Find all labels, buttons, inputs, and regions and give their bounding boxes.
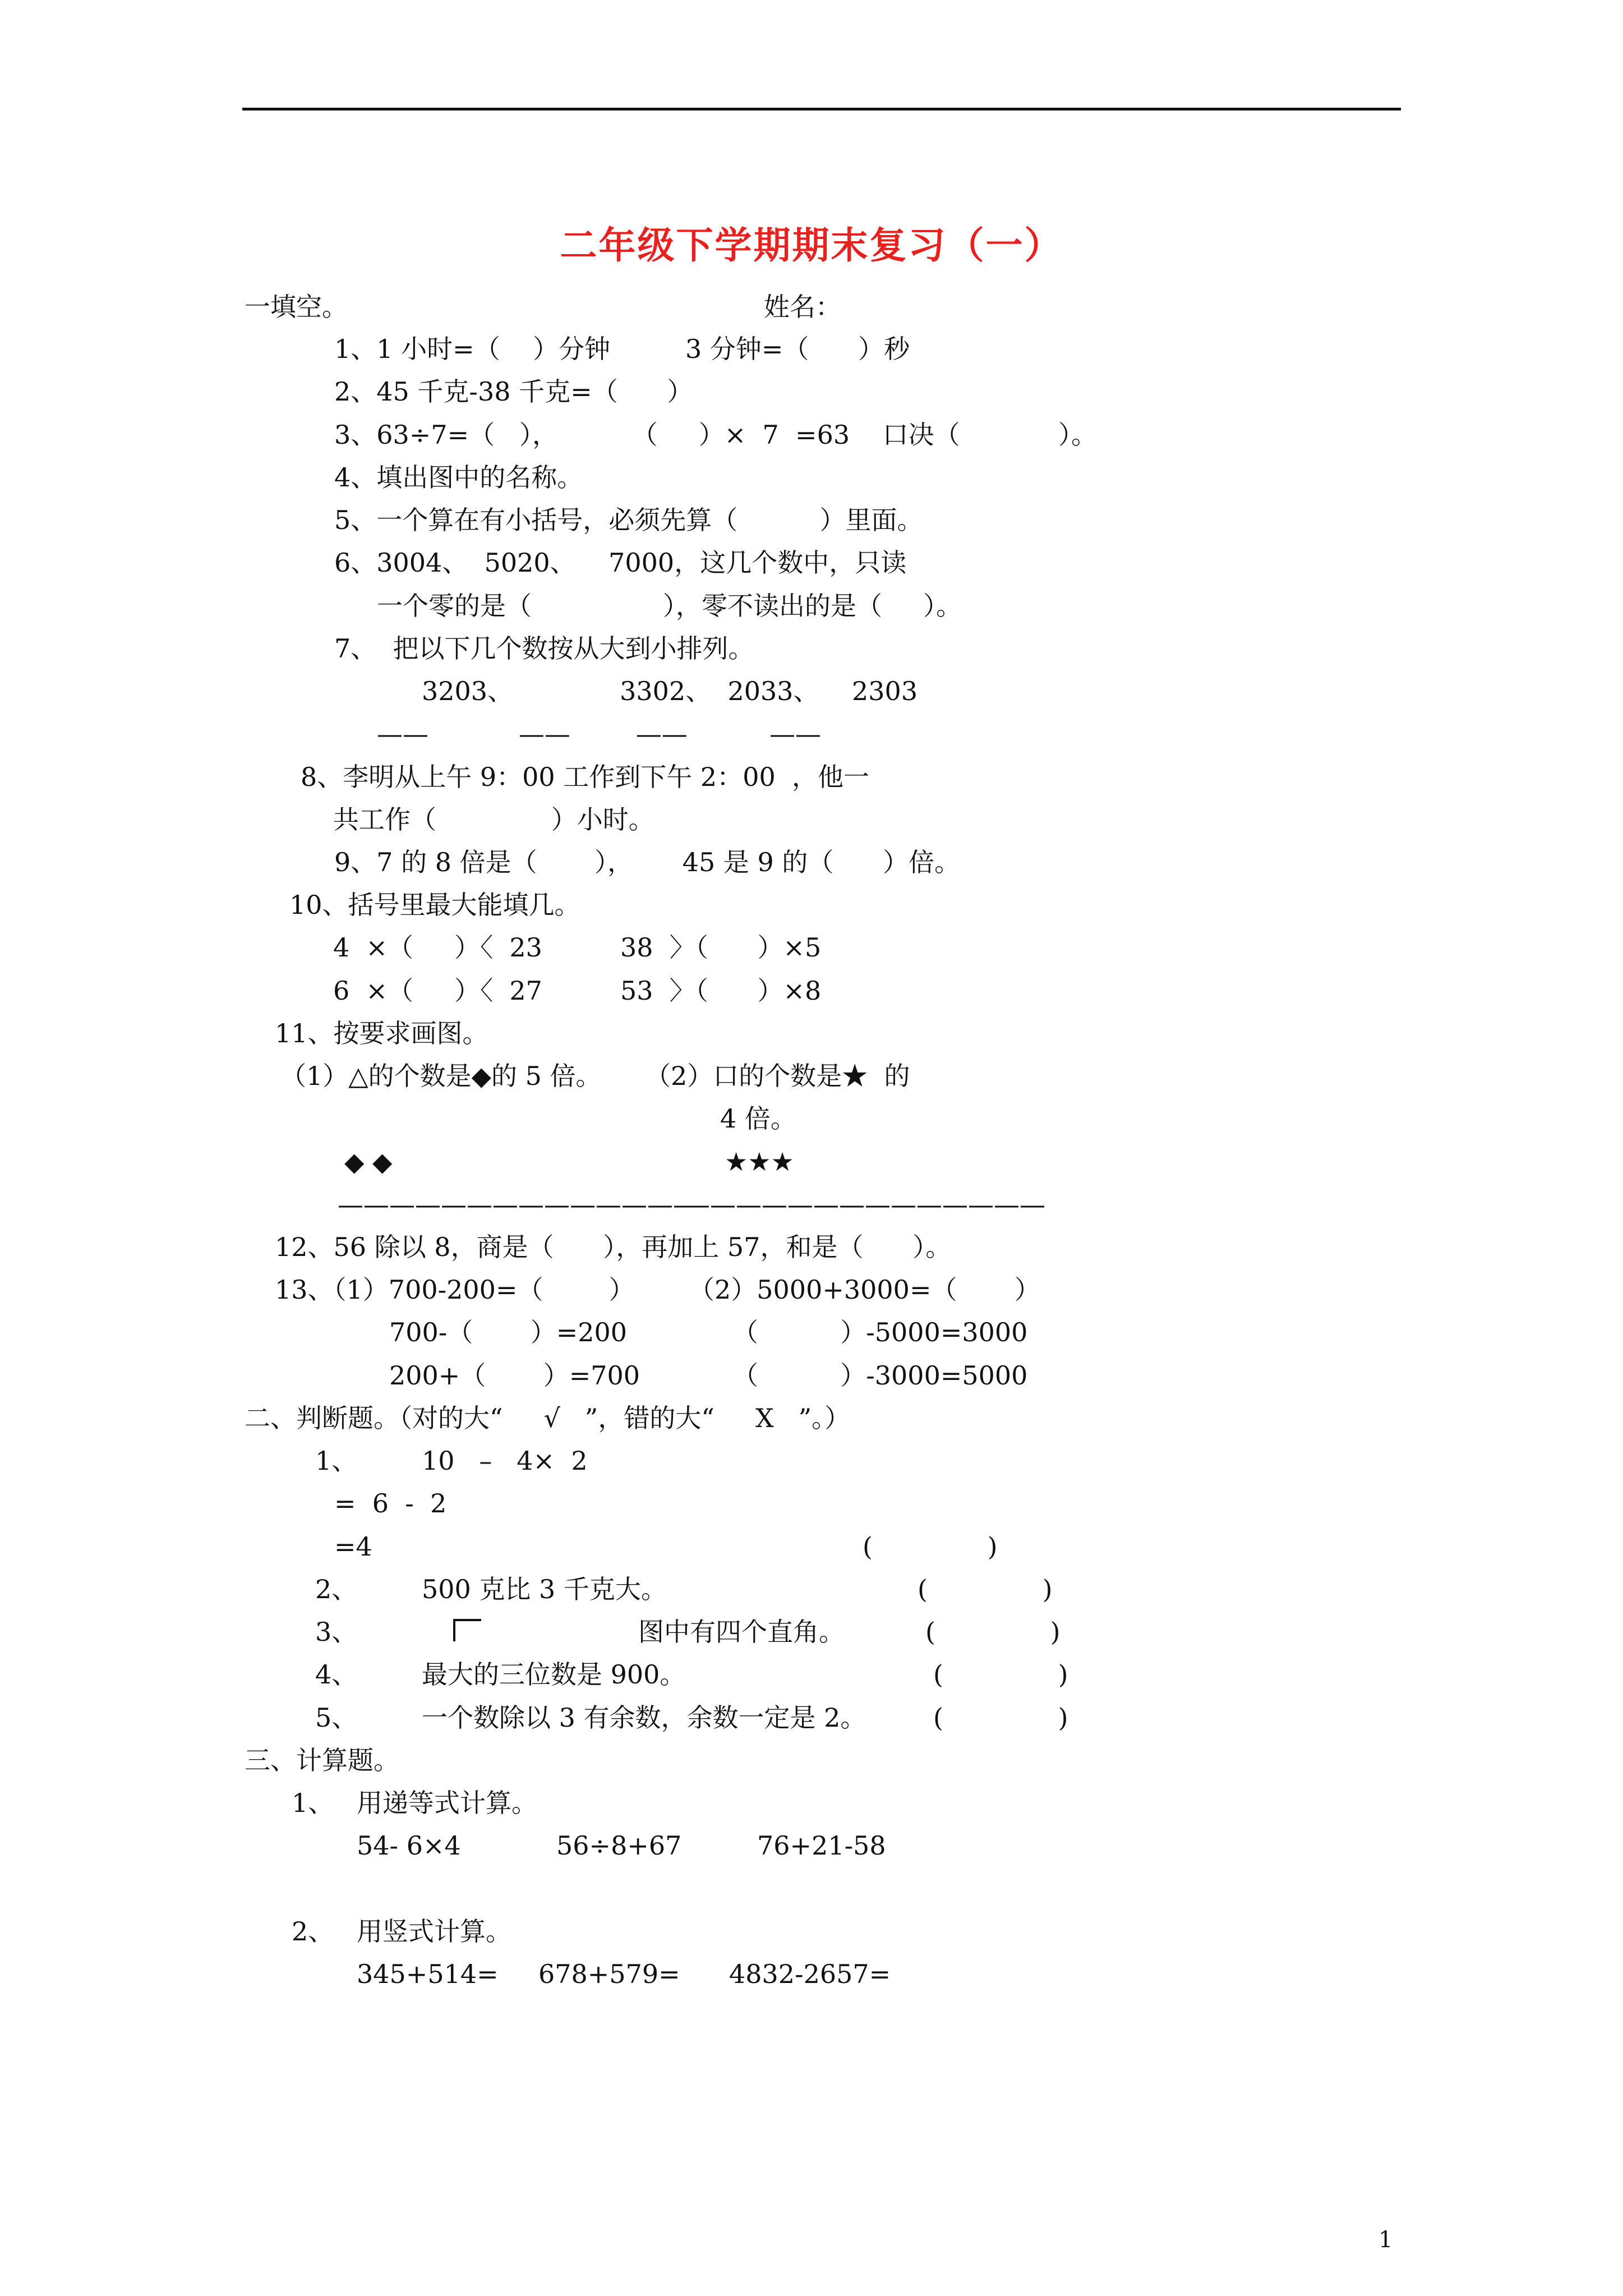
judge-4-text: 最大的三位数是 900。 [422,1659,686,1690]
question-6-line-2: 一个零的是（ ），零不读出的是（ ）。 [377,591,962,621]
calc-2-expression-c: 4832-2657= [729,1959,891,1989]
judge-2-number: 2、 [315,1574,358,1604]
question-7: 7、 把以下几个数按从大到小排列。 [334,633,754,664]
question-7-numbers: 3203、 3302、 2033、 2303 [422,676,918,706]
judge-4-number: 4、 [315,1659,358,1690]
question-10-row-2a: 6 ×（ ）〈 27 [333,976,542,1006]
question-11-part-2-cont: 4 倍。 [720,1103,796,1134]
calc-2-number: 2、 [292,1916,334,1947]
calc-1-expression-c: 76+21-58 [757,1830,886,1861]
page-number: 1 [1378,2227,1393,2253]
judge-3-answer: ( ) [925,1617,1061,1647]
calc-2-label: 用竖式计算。 [357,1916,511,1947]
question-10-row-1b: 38 〉（ ）×5 [620,932,822,963]
question-13-b3: （ ）-3000=5000 [732,1360,1028,1391]
question-10-row-1a: 4 ×（ ）〈 23 [333,932,542,963]
judge-4-answer: ( ) [933,1659,1068,1690]
question-8-line-1: 8、李明从上午 9：00 工作到下午 2：00 ，他一 [301,762,869,792]
judge-2-answer: ( ) [917,1574,1053,1604]
star-icons: ★★★ [725,1147,794,1177]
question-7-answer-blanks: —— —— —— —— [377,719,822,749]
calc-2-expression-b: 678+579= [538,1959,680,1989]
right-angle-figure [453,1619,481,1641]
calc-1-number: 1、 [292,1788,334,1818]
header-rule [242,108,1401,111]
question-12: 12、56 除以 8，商是（ ），再加上 57，和是（ ）。 [275,1232,952,1262]
name-label: 姓名： [764,292,841,322]
judge-1-answer: ( ) [863,1531,998,1562]
judge-5-text: 一个数除以 3 有余数，余数一定是 2。 [422,1703,866,1733]
question-6-line-1: 6、3004、 5020、 7000，这几个数中，只读 [334,547,907,578]
section-1-heading: 一填空。 [245,292,348,322]
question-1b: 3 分钟=（ ）秒 [685,334,910,364]
section-3-heading: 三、计算题。 [245,1745,399,1775]
calc-1-expression-b: 56÷8+67 [556,1830,682,1861]
judge-1-number: 1、 [315,1446,358,1476]
question-9: 9、7 的 8 倍是（ ）， 45 是 9 的（ ）倍。 [334,847,961,877]
question-5: 5、一个算在有小括号，必须先算（ ）里面。 [334,505,923,535]
question-4: 4、填出图中的名称。 [334,462,583,493]
judge-1-line-1: 10 – 4× 2 [422,1446,588,1476]
question-13-b1: （2）5000+3000=（ ） [689,1274,1040,1305]
document-title: 二年级下学期期末复习（一） [560,223,1063,267]
calc-1-expression-a: 54- 6×4 [357,1830,461,1861]
question-13-a2: 700-（ ）=200 [389,1317,628,1347]
question-13-b2: （ ）-5000=3000 [732,1317,1028,1347]
question-13-a1: 13、（1）700-200=（ ） [275,1274,635,1305]
question-3: 3、63÷7=（ ）， （ ）× 7 =63 口决（ ）。 [334,420,1098,450]
question-2: 2、45 千克-38 千克=（ ） [334,376,693,407]
drawing-line-1: —————————————— [338,1189,699,1220]
judge-3-text: 图中有四个直角。 [638,1617,845,1647]
question-8-line-2: 共工作（ ）小时。 [333,804,654,835]
diamond-icons: ◆ ◆ [344,1147,393,1177]
judge-1-line-2: = 6 - 2 [334,1488,447,1519]
judge-5-number: 5、 [315,1703,358,1733]
question-1a: 1、1 小时=（ ）分钟 [334,334,611,364]
question-10-row-2b: 53 〉（ ）×8 [620,976,822,1006]
question-13-a3: 200+（ ）=700 [389,1360,640,1391]
judge-2-text: 500 克比 3 千克大。 [422,1574,667,1604]
judge-5-answer: ( ) [933,1703,1068,1733]
question-10: 10、括号里最大能填几。 [289,890,580,920]
calc-2-expression-a: 345+514= [357,1959,499,1989]
calc-1-label: 用递等式计算。 [357,1788,537,1818]
question-11-part-1: （1）△的个数是◆的 5 倍。 [280,1061,602,1091]
section-2-heading: 二、判断题。（对的大“ √ ”，错的大“ X ”。） [245,1403,851,1433]
judge-1-line-3: =4 [334,1531,372,1562]
drawing-line-2: —————————————— [684,1189,1045,1220]
judge-3-number: 3、 [315,1617,358,1647]
question-11-part-2: （2）口的个数是★ 的 [645,1061,910,1091]
question-11: 11、按要求画图。 [275,1018,488,1048]
